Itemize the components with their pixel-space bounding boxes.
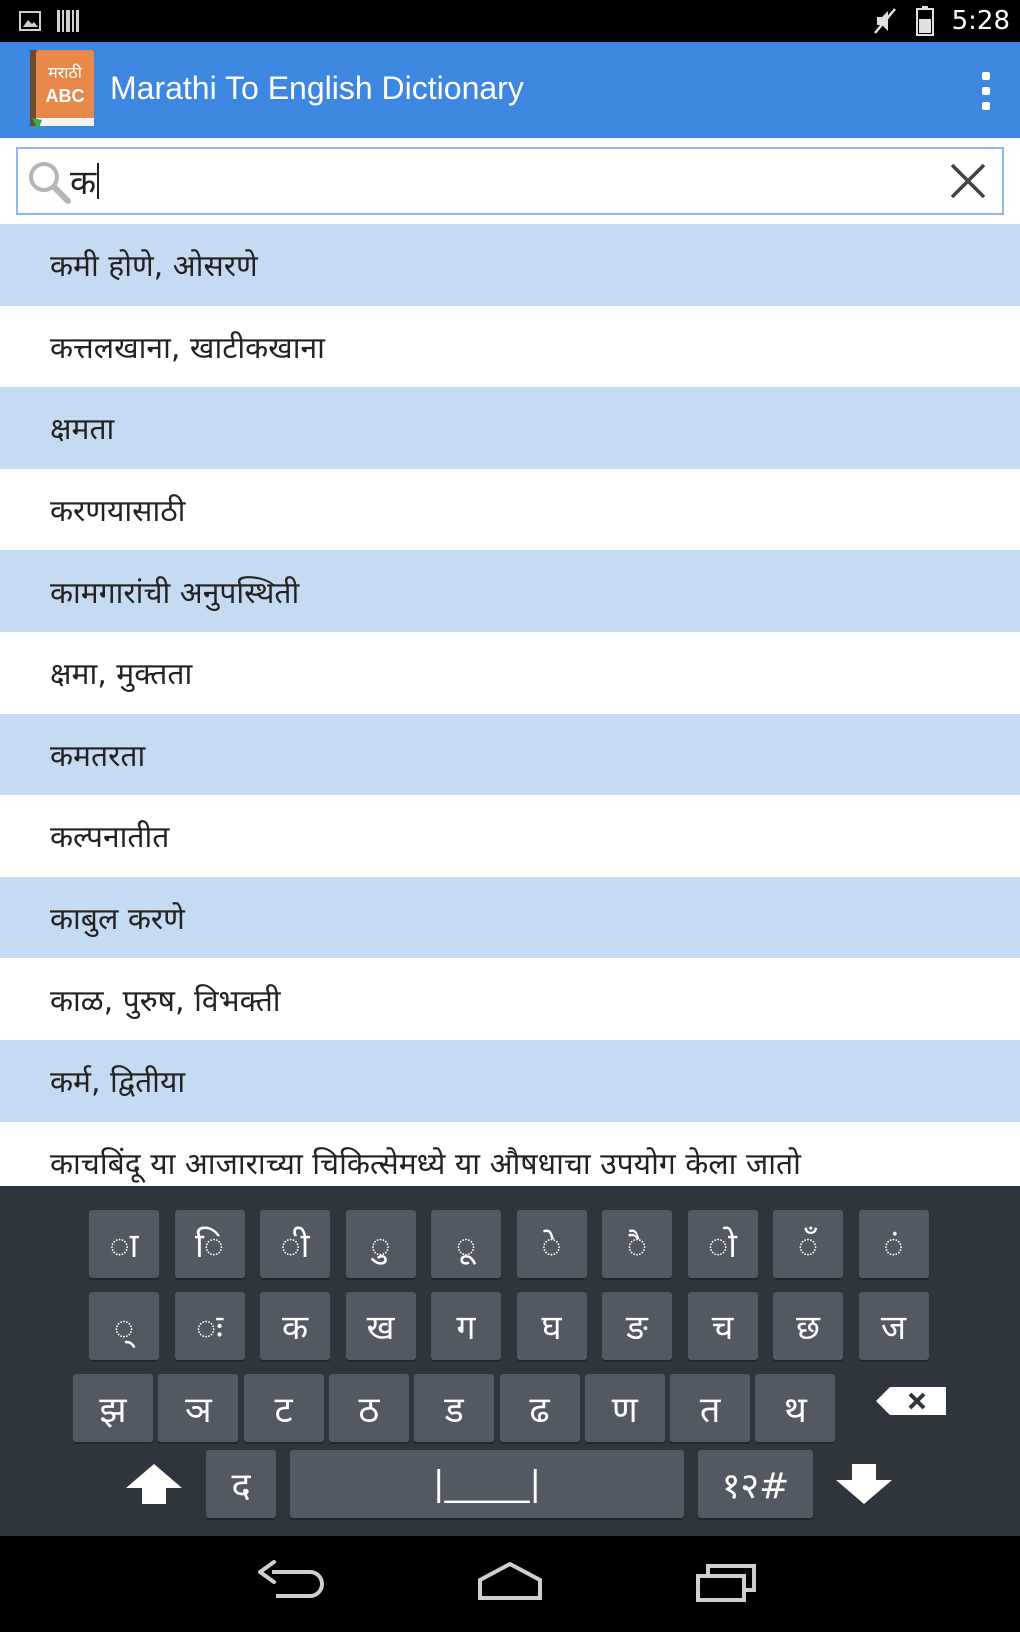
keyboard: [0, 1186, 1020, 1536]
keyboard-key[interactable]: ु: [346, 1210, 416, 1278]
shift-key[interactable]: [118, 1450, 190, 1518]
keyboard-key[interactable]: ो: [688, 1210, 758, 1278]
keyboard-key[interactable]: छ: [773, 1292, 843, 1360]
list-item[interactable]: कर्म, द्वितीया: [0, 1040, 1020, 1122]
search-input[interactable]: [70, 155, 99, 207]
navigation-bar: [0, 1536, 1020, 1632]
down-arrow-icon: [834, 1462, 894, 1506]
mute-icon: [872, 7, 898, 35]
space-key[interactable]: |_____|: [290, 1450, 684, 1518]
keyboard-key[interactable]: ू: [431, 1210, 501, 1278]
hide-keyboard-key[interactable]: [826, 1450, 902, 1518]
search-input-value: क: [70, 163, 97, 203]
keyboard-key[interactable]: ठ: [329, 1374, 409, 1442]
back-button[interactable]: [252, 1558, 332, 1610]
keyboard-key[interactable]: घ: [517, 1292, 587, 1360]
keyboard-key[interactable]: ट: [244, 1374, 324, 1442]
keyboard-key[interactable]: ै: [602, 1210, 672, 1278]
status-time: 5:28: [951, 6, 1010, 36]
battery-icon: [916, 6, 934, 36]
home-button[interactable]: [470, 1558, 550, 1610]
results-list: [0, 224, 1020, 1186]
list-item[interactable]: कल्पनातीत: [0, 795, 1020, 877]
keyboard-key[interactable]: क: [260, 1292, 330, 1360]
image-notification-icon: [18, 10, 42, 32]
search-bar[interactable]: [16, 147, 1004, 215]
shift-arrow-icon: [124, 1462, 184, 1506]
keyboard-key[interactable]: त: [670, 1374, 750, 1442]
keyboard-key[interactable]: ड: [414, 1374, 494, 1442]
logo-text-top: मराठी: [48, 63, 82, 82]
status-bar: [0, 0, 1020, 42]
text-caret: [97, 163, 99, 199]
keyboard-key[interactable]: ः: [175, 1292, 245, 1360]
keyboard-key[interactable]: ं: [859, 1210, 929, 1278]
key-da[interactable]: द: [206, 1450, 276, 1518]
list-item[interactable]: क्षमा, मुक्तता: [0, 632, 1020, 714]
barcode-notification-icon: [56, 8, 80, 34]
keyboard-key[interactable]: ण: [585, 1374, 665, 1442]
keyboard-key[interactable]: ग: [431, 1292, 501, 1360]
list-item[interactable]: काचबिंदू या आजाराच्या चिकित्सेमध्ये या औषधाचा उपयोग केला जातो: [0, 1122, 1020, 1186]
keyboard-key[interactable]: े: [517, 1210, 587, 1278]
overflow-menu-button[interactable]: [972, 66, 1000, 116]
keyboard-key[interactable]: ँ: [773, 1210, 843, 1278]
recent-apps-button[interactable]: [688, 1558, 768, 1610]
clear-search-button[interactable]: [948, 161, 988, 201]
list-item[interactable]: कामगारांची अनुपस्थिती: [0, 550, 1020, 632]
symbols-key[interactable]: १२#: [698, 1450, 813, 1518]
list-item[interactable]: कत्तलखाना, खाटीकखाना: [0, 306, 1020, 388]
app-title: Marathi To English Dictionary: [110, 70, 524, 106]
list-item[interactable]: कमतरता: [0, 714, 1020, 796]
keyboard-key[interactable]: ढ: [500, 1374, 580, 1442]
keyboard-key[interactable]: ी: [260, 1210, 330, 1278]
list-item[interactable]: कमी होणे, ओसरणे: [0, 224, 1020, 306]
overflow-dot-icon: [982, 102, 990, 110]
app-logo: [28, 48, 98, 130]
overflow-dot-icon: [982, 87, 990, 95]
logo-text-bottom: ABC: [45, 86, 85, 106]
keyboard-key[interactable]: ङ: [602, 1292, 672, 1360]
backspace-key[interactable]: [872, 1367, 950, 1435]
list-item[interactable]: काळ, पुरुष, विभक्ती: [0, 958, 1020, 1040]
keyboard-key[interactable]: ि: [175, 1210, 245, 1278]
list-item[interactable]: काबुल करणे: [0, 877, 1020, 959]
keyboard-key[interactable]: थ: [755, 1374, 835, 1442]
overflow-dot-icon: [982, 72, 990, 80]
keyboard-key[interactable]: ्: [89, 1292, 159, 1360]
list-item[interactable]: क्षमता: [0, 387, 1020, 469]
keyboard-key[interactable]: च: [688, 1292, 758, 1360]
backspace-icon: [874, 1386, 948, 1416]
keyboard-key[interactable]: ञ: [158, 1374, 238, 1442]
keyboard-key[interactable]: ज: [859, 1292, 929, 1360]
keyboard-key[interactable]: ख: [346, 1292, 416, 1360]
list-item[interactable]: करणयासाठी: [0, 469, 1020, 551]
search-icon: [24, 157, 74, 207]
keyboard-key[interactable]: झ: [73, 1374, 153, 1442]
keyboard-key[interactable]: ा: [89, 1210, 159, 1278]
app-bar: [0, 42, 1020, 138]
